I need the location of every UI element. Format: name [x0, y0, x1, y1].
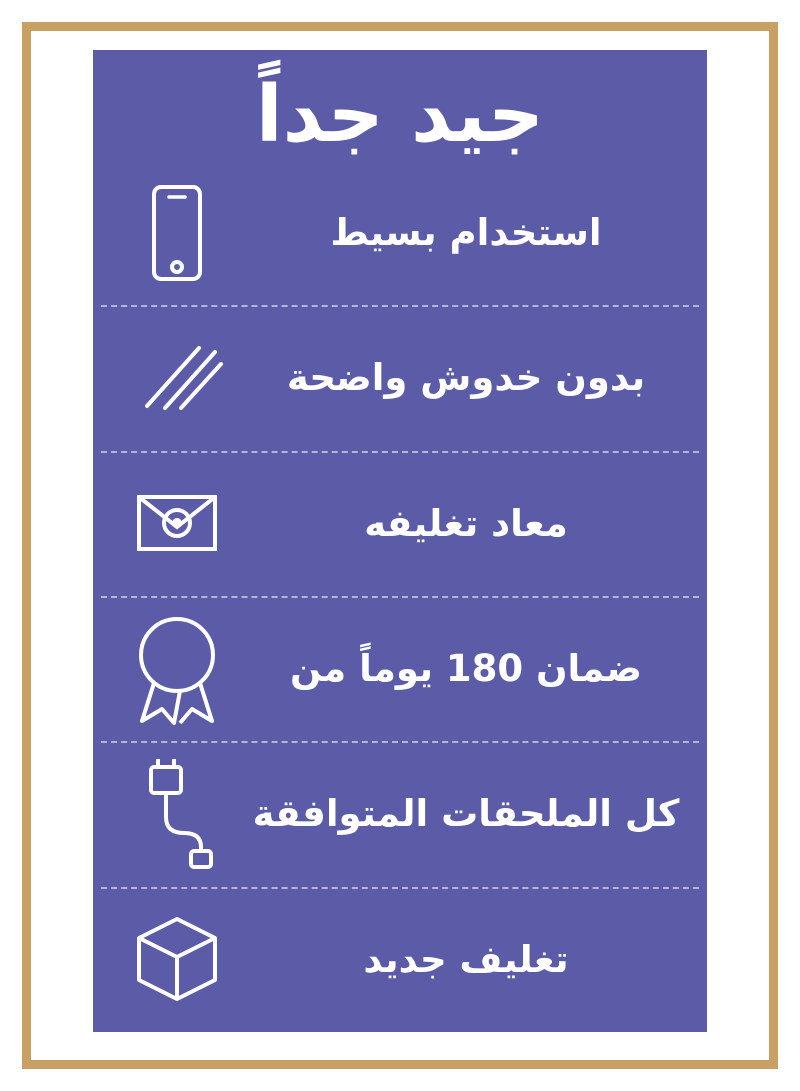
feature-list	[93, 160, 707, 1032]
list-item	[93, 741, 707, 886]
feature-label: بدون خدوش واضحة	[286, 356, 646, 400]
page-title: جيد جداً	[255, 70, 545, 160]
list-item	[93, 596, 707, 741]
feature-label: ضمان 180 يوماً من	[289, 647, 642, 691]
warranty-badge-icon	[111, 611, 243, 727]
sealed-envelope-icon	[111, 483, 243, 563]
smartphone-icon	[111, 181, 243, 285]
scratches-icon	[111, 330, 243, 426]
list-item	[93, 160, 707, 305]
feature-label: كل الملحقات المتوافقة	[252, 792, 680, 836]
feature-label: استخدام بسيط	[330, 211, 602, 255]
poster-card	[93, 50, 707, 1032]
list-item	[93, 887, 707, 1032]
box-icon	[111, 911, 243, 1007]
list-item	[93, 451, 707, 596]
feature-label: معاد تغليفه	[364, 501, 568, 545]
usb-cable-icon	[111, 759, 243, 869]
feature-label: تغليف جديد	[363, 937, 569, 981]
list-item	[93, 305, 707, 450]
